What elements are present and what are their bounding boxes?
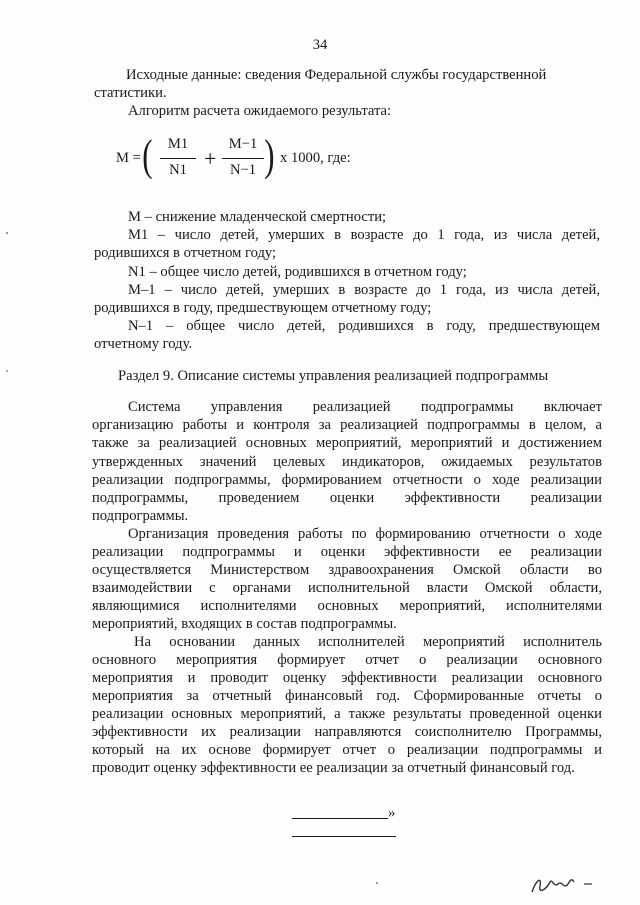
formula-plus: + <box>204 146 217 171</box>
para2-line-3: осуществляется Министерством здравоохранения Омской области во <box>92 562 602 578</box>
definition-n-minus-1-cont: отчетному году. <box>94 336 193 352</box>
scan-speck <box>6 232 8 234</box>
fraction-2-bar <box>222 158 264 159</box>
para1-line-2: организацию работы и контроля за реализацией подпрограммы в целом, а <box>92 417 602 433</box>
formula-close-paren: ) <box>264 131 275 180</box>
para3-line-7: который на их основе формирует отчет о реализации подпрограммы и <box>92 742 602 758</box>
para3-line-8: проводит оценку эффективности ее реализации за отчетный финансовый год. <box>92 760 575 776</box>
para2-line-4: взаимодействии с органами исполнительной власти Омской области, <box>92 580 602 596</box>
handwritten-initials <box>526 872 606 896</box>
para2-line-6: мероприятий, входящих в состав подпрограммы. <box>92 616 397 632</box>
intro-line-1: Исходные данные: сведения Федеральной службы государственной <box>126 67 547 83</box>
para3-line-4: мероприятия за отчетный финансовый год. Сформированные отчеты о <box>92 688 602 704</box>
definition-n-minus-1: N–1 – общее число детей, родившихся в году, предшествующем <box>128 318 600 334</box>
closing-rule-2 <box>292 836 396 837</box>
fraction-2-denominator: N−1 <box>229 162 257 178</box>
formula-rhs: х 1000, где: <box>280 150 351 166</box>
definition-n1: N1 – общее число детей, родившихся в отчетном году; <box>128 264 467 280</box>
fraction-1-numerator: M1 <box>167 136 189 152</box>
formula-lhs: M = <box>116 150 141 166</box>
definition-m1-cont: родившихся в отчетном году; <box>94 245 277 261</box>
fraction-1-bar <box>160 158 196 159</box>
para1-line-3: также за реализацией основных мероприятий, мероприятий и достижением <box>92 435 602 451</box>
para2-line-5: являющимися исполнителями основных мероприятий, исполнителями <box>92 598 602 614</box>
para1-line-7: подпрограммы. <box>92 508 189 524</box>
para2-line-2: реализации подпрограммы и оценки эффективности ее реализации <box>92 544 602 560</box>
definition-m-minus-1: M–1 – число детей, умерших в возрасте до 1 года, из числа детей, <box>128 282 600 298</box>
definition-m-minus-1-cont: родившихся в году, предшествующем отчетному году; <box>94 300 432 316</box>
section-heading: Раздел 9. Описание системы управления реализацией подпрограммы <box>118 368 549 384</box>
formula <box>116 130 366 190</box>
para3-line-2: основного мероприятия формирует отчет о реализации основного <box>92 652 602 668</box>
formula-open-paren: ( <box>142 131 153 180</box>
para2-line-1: Организация проведения работы по формированию отчетности о ходе <box>128 526 602 542</box>
fraction-1-denominator: N1 <box>169 162 187 178</box>
para1-line-6: подпрограммы, проведением оценки эффективности реализации <box>92 490 602 506</box>
para3-line-1: На основании данных исполнителей мероприятий исполнитель <box>134 634 602 650</box>
para1-line-5: реализации подпрограммы, формированием отчетности о ходе реализации <box>92 472 602 488</box>
scan-speck <box>376 882 378 884</box>
para3-line-5: реализации основных мероприятий, а также результаты проведенной оценки <box>92 706 602 722</box>
intro-line-2: статистики. <box>94 85 167 101</box>
fraction-2-numerator: M−1 <box>228 136 258 152</box>
closing-quote: » <box>388 805 396 821</box>
para1-line-1: Система управления реализацией подпрограммы включает <box>128 399 602 415</box>
intro-line-3: Алгоритм расчета ожидаемого результата: <box>128 103 392 119</box>
page-number: 34 <box>312 37 328 53</box>
para3-line-6: эффективности их реализации направляются соисполнителю Программы, <box>92 724 602 740</box>
definition-m1: M1 – число детей, умерших в возрасте до 1 года, из числа детей, <box>128 227 600 243</box>
para1-line-4: утвержденных значений целевых индикаторов, ожидаемых результатов <box>92 454 602 470</box>
definition-m: M – снижение младенческой смертности; <box>128 209 387 225</box>
scan-speck <box>6 370 8 372</box>
para3-line-3: мероприятия и проводит оценку эффективности реализации основного <box>92 670 602 686</box>
closing-rule-1 <box>292 818 388 819</box>
